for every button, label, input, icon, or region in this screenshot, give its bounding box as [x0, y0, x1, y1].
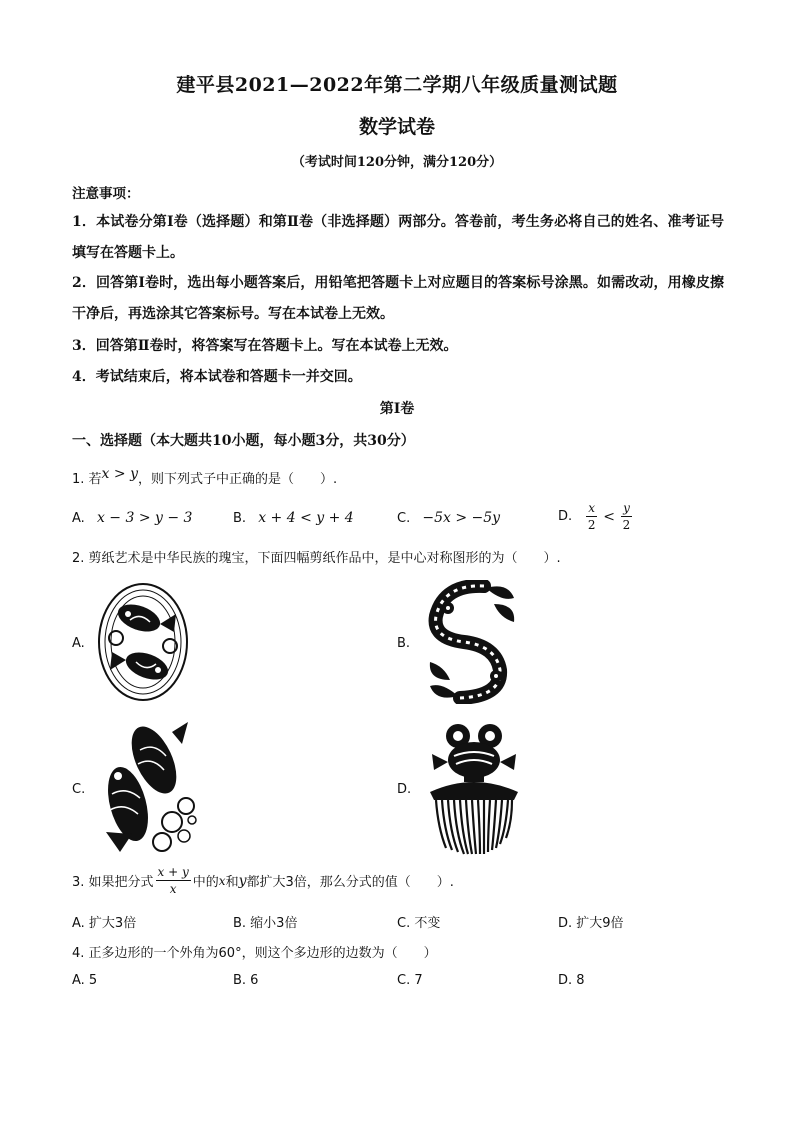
q2-option-a-label: A.	[72, 636, 85, 651]
q3-option-b: B. 缩小3倍	[233, 916, 298, 931]
notes-heading: 注意事项：	[72, 186, 140, 202]
papercut-dragon-leaves-image	[424, 580, 520, 704]
q4-option-a: A. 5	[72, 973, 98, 988]
q3-suffix: 都扩大3倍，那么分式的值（ ）.	[246, 875, 454, 890]
q3-option-d: D. 扩大9倍	[558, 916, 624, 931]
q2-option-d-label: D.	[397, 782, 412, 797]
page-subtitle: 数学试卷	[358, 116, 435, 138]
q3-option-a: A. 扩大3倍	[72, 916, 137, 931]
question-1	[72, 468, 337, 487]
note-item-3: 3．回答第Ⅱ卷时，将答案写在答题卡上。写在本试卷上无效。	[72, 338, 458, 354]
q1-prefix: 1. 若	[72, 472, 102, 487]
exam-info: （考试时间120分钟，满分120分）	[291, 155, 503, 170]
papercut-goldfish-comb-image	[422, 718, 526, 856]
q1-option-b-label: B.	[233, 511, 247, 526]
q1-option-a-expr: x − 3 > y − 3	[96, 510, 193, 526]
q1-option-b	[233, 510, 354, 526]
question-4: 4. 正多边形的一个外角为60°，则这个多边形的边数为（ ）	[72, 946, 437, 961]
q1-option-d-den1: 2	[587, 518, 596, 532]
note-item-1: 1．本试卷分第Ⅰ卷（选择题）和第Ⅱ卷（非选择题）两部分。答卷前，考生务必将自己的姓名、准考证号填写在答题卡上。	[72, 214, 724, 261]
q1-option-c-label: C.	[397, 511, 411, 526]
q2-option-c-label: C.	[72, 782, 86, 797]
q3-middle2: 和	[225, 875, 239, 890]
q3-var-x: x	[218, 873, 226, 888]
q1-option-d-num1: x	[588, 501, 596, 515]
q3-prefix: 3. 如果把分式	[72, 875, 154, 890]
q2-option-b-label: B.	[397, 636, 411, 651]
q3-var-y: y	[238, 872, 247, 889]
q3-option-c: C. 不变	[397, 916, 441, 931]
q1-option-d-num2: y	[623, 501, 630, 515]
q1-suffix: ，则下列式子中正确的是（ ）.	[137, 472, 338, 487]
q3-fraction-denominator: x	[169, 882, 177, 896]
q4-option-d: D. 8	[558, 973, 585, 988]
q4-option-c: C. 7	[397, 973, 423, 988]
q1-option-d-label: D.	[558, 509, 573, 524]
q1-option-d-frac1	[586, 502, 597, 531]
part-heading: 一、选择题（本大题共10小题，每小题3分，共30分）	[72, 433, 415, 449]
note-item-2: 2．回答第Ⅰ卷时，选出每小题答案后，用铅笔把答题卡上对应题目的答案标号涂黑。如需改动，用橡皮擦干净后，再选涂其它答案标号。写在本试卷上无效。	[72, 275, 724, 322]
q3-fraction-numerator: x + y	[157, 865, 189, 879]
section-label: 第Ⅰ卷	[379, 401, 415, 417]
q1-condition: x > y	[101, 466, 138, 482]
q1-option-d-op: <	[603, 508, 615, 525]
q1-option-a	[72, 510, 192, 526]
note-item-4: 4．考试结束后，将本试卷和答题卡一并交回。	[72, 369, 362, 385]
q1-option-d-frac2	[621, 502, 632, 531]
question-3	[72, 866, 454, 895]
q1-option-b-expr: x + 4 < y + 4	[258, 510, 354, 526]
papercut-two-fish-image	[96, 720, 202, 856]
papercut-fish-circle-image	[94, 580, 192, 704]
q3-fraction	[156, 866, 191, 895]
q1-option-d	[558, 502, 632, 531]
q1-option-c-expr: −5x > −5y	[422, 510, 501, 526]
q1-option-c	[397, 510, 500, 526]
q1-option-a-label: A.	[72, 511, 85, 526]
question-2: 2. 剪纸艺术是中华民族的瑰宝，下面四幅剪纸作品中，是中心对称图形的为（ ）.	[72, 551, 561, 566]
q4-option-b: B. 6	[233, 973, 259, 988]
page-title: 建平县2021—2022年第二学期八年级质量测试题	[176, 74, 618, 96]
q1-option-d-den2: 2	[622, 518, 631, 532]
q3-middle1: 中的	[192, 875, 219, 890]
